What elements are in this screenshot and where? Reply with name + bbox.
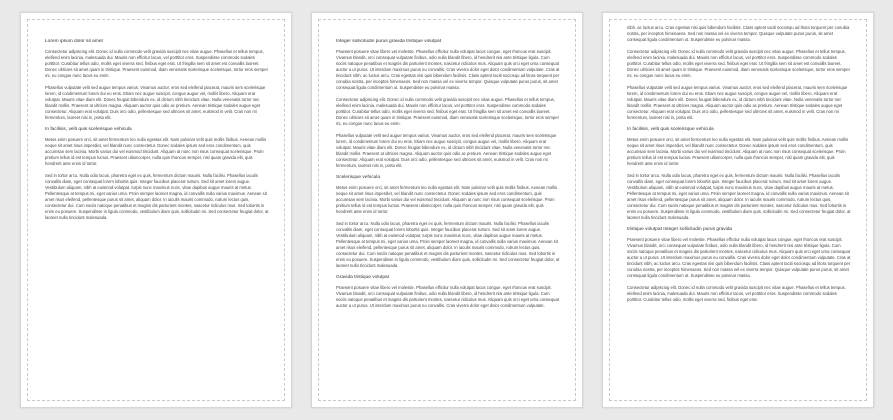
document-page-1[interactable] [20, 12, 292, 408]
section-heading: In facilisis, velit quis scelerisque vehicula [627, 127, 714, 132]
paragraph: Phasellus vulputate velit sed augue tempus varius. Vivamus auctor, eros sed eleifend placerat, mauris sem scelerisque lorem, id condimentum lorem dui eu eros. Etiam nec augue suscipit, congue augue vel, mollis libero. Aliquam erat volutpat. Mauris vitae diam elit. Donec feugiat bibendum ex, id dictum nibh tincidunt vitae. Nulla venenatis tortor nec blandit mollis. Praesent at ultrices magna. Aliquam auctor quis odio ac pretium. Aenean tristique sodales augue eget consectetur. Aliquam erat volutpat. Duis orci odio, pellentesque sed ultricies sit amet, euismod in velit. Cras non mi fermentum, laoreet nisi in, porta elit. [45, 85, 266, 120]
paragraph: Consectetur adipiscing elit. Donec id nulla commodo velit gravida suscipit nec vitae augue. Phasellus et tellus tempus, eleifend enim lacinia, malesuada dui. Mauris non efficitur lacus, vel porttitor eros. Suspendisse commodo sodales porttitor. Curabitur tellus odio, mollis eget viverra sed, finibus eget erat. Ut fringilla sem sit amet est convallis laoreet. Donec ultricies sit amet quam in tristique. Praesent euismod, diam venenatis scelerisque scelerisque, tortor eros semper mi, eu congue nunc lacus eu enim. [336, 97, 559, 126]
paragraph: Consectetur adipiscing elit. Donec id nulla commodo velit gravida suscipit nec vitae augue. Phasellus et tellus tempus, eleifend enim lacinia, malesuada dui. Mauris non efficitur lacus, vel porttitor eros. Suspendisse commodo sodales porttitor. Curabitur tellus odio, mollis eget viverra sed, finibus eget erat. Ut fringilla sem sit amet est convallis laoreet. Donec ultricies sit amet quam in tristique. Praesent euismod, diam venenatis scelerisque scelerisque, tortor eros semper mi, eu congue nunc lacus eu enim. [627, 49, 850, 78]
section-heading: tristique volutpat Integer sollicitudin purus gravida [627, 227, 733, 232]
paragraph: Praesent posuere vitae libero vel molestie. Phasellus efficitur nulla volutpat lacus congue, eget rhoncus erat suscipit. Vivamus blandit, orci consequat vulputate finibus, odio nulla blandit libero, id hendrerit nisi ante tristique ligula. Cum sociis natoque penatibus et magnis dis parturient montes, nascetur ridiculus mus. Aliquam quis orci eget urna consequat auctor a ut purus. Ut interdum maximus purus eu convallis. Cras viverra dolor eget dolor condimentum vulputate. Cras at tincidunt nibh, ac luctus arcu. Cras egestas nisi quis bibendum facilisis. Class aptent taciti sociosqu ad litora torquent per conubia nostra, per inceptos himenaeos. Sed non massa vel ex viverra tempor. Quisque vulputate purus purus, sit amet consequat ligula condimentum ut. Suspendisse eu pulvinar massa. [627, 237, 851, 278]
document-page-2[interactable] [311, 12, 583, 408]
section-heading: In facilisis, velit quis scelerisque vehicula [45, 127, 132, 132]
paragraph: Consectetur adipiscing elit. Donec id nulla commodo velit gravida suscipit nec vitae augue. Phasellus et tellus tempus, eleifend enim lacinia, malesuada dui. Mauris non efficitur lacus, vel porttitor eros. Suspendisse commodo sodales porttitor. Curabitur tellus odio, mollis eget viverra sed, finibus eget erat. [627, 285, 846, 302]
paragraph: nibh, ac luctus arcu. Cras egestas nisi quis bibendum facilisis. Class aptent taciti sociosqu ad litora torquent per conubia nostra, per inceptos himenaeos. Sed non massa vel ex viverra tempor. Quisque vulputate purus purus, sit amet consequat ligula condimentum ut. Suspendisse eu pulvinar massa. [627, 25, 850, 42]
paragraph: Consectetur adipiscing elit. Donec id nulla commodo velit gravida suscipit nec vitae augue. Phasellus et tellus tempus, eleifend enim lacinia, malesuada dui. Mauris non efficitur lacus, vel porttitor eros. Suspendisse commodo sodales porttitor. Curabitur tellus odio, mollis eget viverra sed, finibus eget erat. Ut fringilla sem sit amet est convallis laoreet. Donec ultricies sit amet quam in tristique. Praesent euismod, diam venenatis scelerisque scelerisque, tortor eros semper mi, eu congue nunc lacus eu enim. [45, 49, 268, 78]
page-content[interactable] [627, 25, 851, 393]
paragraph: Praesent posuere vitae libero vel molestie. Phasellus efficitur nulla volutpat lacus congue, eget rhoncus erat suscipit. Vivamus blandit, orci consequat vulputate finibus, odio nulla blandit libero, id hendrerit nisi ante tristique ligula. Cum sociis natoque penatibus et magnis dis parturient montes, nascetur ridiculus mus. Aliquam quis orci eget urna consequat auctor a ut purus. Ut interdum maximus purus eu convallis. Cras viverra dolor eget dolor condimentum vulputate. [336, 285, 559, 308]
paragraph: Praesent posuere vitae libero vel molestie. Phasellus efficitur nulla volutpat lacus congue, eget rhoncus erat suscipit. Vivamus blandit, orci consequat vulputate finibus, odio nulla blandit libero, id hendrerit nisi ante tristique ligula. Cum sociis natoque penatibus et magnis dis parturient montes, nascetur ridiculus mus. Aliquam quis orci eget urna consequat auctor a ut purus. Ut interdum maximus purus eu convallis. Cras viverra dolor eget dolor condimentum vulputate. Cras at tincidunt nibh, ac luctus arcu. Cras egestas nisi quis bibendum facilisis. Class aptent taciti sociosqu ad litora torquent per conubia nostra, per inceptos himenaeos. Sed non massa vel ex viverra tempor. Quisque vulputate purus purus, sit amet consequat ligula condimentum ut. Suspendisse eu pulvinar massa. [336, 49, 560, 90]
paragraph: Phasellus vulputate velit sed augue tempus varius. Vivamus auctor, eros sed eleifend placerat, mauris sem scelerisque lorem, id condimentum lorem dui eu eros. Etiam nec augue suscipit, congue augue vel, mollis libero. Aliquam erat volutpat. Mauris vitae diam elit. Donec feugiat bibendum ex, id dictum nibh tincidunt vitae. Nulla venenatis tortor nec blandit mollis. Praesent at ultrices magna. Aliquam auctor quis odio ac pretium. Aenean tristique sodales augue eget consectetur. Aliquam erat volutpat. Duis orci odio, pellentesque sed ultricies sit amet, euismod in velit. Cras non mi fermentum, laoreet nisi in, porta elit. [627, 85, 848, 120]
paragraph: Sed in tortor arcu. Nulla odio lacus, pharetra eget ex quis, fermentum dictum mauris. Nulla facilisi. Phasellus iaculis convallis diam, eget consequat lorem lobortis quis. Integer faucibus placerat rutrum. Sed sit amet lorem augue. Vestibulum aliquam, nibh at euismod volutpat, turpis nunc maximus nunc, vitae dapibus augue mauris at metus. Pellentesque at tempus mi, eget varius urna. Proin semper laoreet magna, id convallis nulla varius maximus. Aenean sit amet risus eleifend, pellentesque purus sit amet, aliquam dolor. In iaculis mauris commodo, rutrum lectus quis, consectetur dui. Cum sociis natoque penatibus et magnis dis parturient montes, nascetur ridiculus mus. Sed lobortis in enim eu posuere. Suspendisse in ligula commodo, vestibulum diam quis, sollicitudin mi. Sed consectetur feugiat dolor, at laoreet nulla tincidunt malesuada. [627, 173, 851, 220]
paragraph: Metus enim posuere orci, sit amet fermentum leo nulla egestas elit. Nam pulvinar velit quis mollis finibus. Aenean mollis neque sit amet risus imperdiet, vel blandit nunc consectetur. Donec sodales ipsum sed eros condimentum, quis accumsan sem lacinia. Morbi varius dui vel euismod tincidunt. Aliquam at nunc non risus consequat scelerisque. Proin pretium tellus id est tempus luctus. Praesent ullamcorper, nulla quis rhoncus semper, nisl quam gravida elit, quis hendrerit ante enim id tortor. [627, 137, 849, 166]
paragraph: Metus enim posuere orci, sit amet fermentum leo nulla egestas elit. Nam pulvinar velit quis mollis finibus. Aenean mollis neque sit amet risus imperdiet, vel blandit nunc consectetur. Donec sodales ipsum sed eros condimentum, quis accumsan sem lacinia. Morbi varius dui vel euismod tincidunt. Aliquam at nunc non risus consequat scelerisque. Proin pretium tellus id est tempus luctus. Praesent ullamcorper, nulla quis rhoncus semper, nisl quam gravida elit, quis hendrerit ante enim id tortor. [45, 137, 267, 166]
section-heading: Lorem ipsum dolor sit amet [45, 39, 103, 44]
section-heading: Scelerisque vehicula [336, 175, 380, 180]
page-content[interactable] [336, 39, 560, 393]
paragraph: Sed in tortor arcu. Nulla odio lacus, pharetra eget ex quis, fermentum dictum mauris. Nulla facilisi. Phasellus iaculis convallis diam, eget consequat lorem lobortis quis. Integer faucibus placerat rutrum. Sed sit amet lorem augue. Vestibulum aliquam, nibh at euismod volutpat, turpis nunc maximus nunc, vitae dapibus augue mauris at metus. Pellentesque at tempus mi, eget varius urna. Proin semper laoreet magna, id convallis nulla varius maximus. Aenean sit amet risus eleifend, pellentesque purus sit amet, aliquam dolor. In iaculis mauris commodo, rutrum lectus quis, consectetur dui. Cum sociis natoque penatibus et magnis dis parturient montes, nascetur ridiculus mus. Sed lobortis in enim eu posuere. Suspendisse in ligula commodo, vestibulum diam quis, sollicitudin mi. Sed consectetur feugiat dolor, at laoreet nulla tincidunt malesuada. [45, 173, 269, 220]
document-page-3[interactable] [602, 12, 874, 408]
paragraph: Metus enim posuere orci, sit amet fermentum leo nulla egestas elit. Nam pulvinar velit quis mollis finibus. Aenean mollis neque sit amet risus imperdiet, vel blandit nunc consectetur. Donec sodales ipsum sed eros condimentum, quis accumsan sem lacinia. Morbi varius dui vel euismod tincidunt. Aliquam at nunc non risus consequat scelerisque. Proin pretium tellus id est tempus luctus. Praesent ullamcorper, nulla quis rhoncus semper, nisl quam gravida elit, quis hendrerit ante enim id tortor. [336, 185, 558, 214]
section-heading: Gravida tristique volutpat [336, 275, 390, 280]
section-heading: Integer sollicitudin purus gravida tristique volutpat [336, 39, 442, 44]
paragraph: Phasellus vulputate velit sed augue tempus varius. Vivamus auctor, eros sed eleifend placerat, mauris sem scelerisque lorem, id condimentum lorem dui eu eros. Etiam nec augue suscipit, congue augue vel, mollis libero. Aliquam erat volutpat. Mauris vitae diam elit. Donec feugiat bibendum ex, id dictum nibh tincidunt vitae. Nulla venenatis tortor nec blandit mollis. Praesent at ultrices magna. Aliquam auctor quis odio ac pretium. Aenean tristique sodales augue eget consectetur. Aliquam erat volutpat. Duis orci odio, pellentesque sed ultricies sit amet, euismod in velit. Cras non mi fermentum, laoreet nisi in, porta elit. [336, 133, 557, 168]
paragraph: Sed in tortor arcu. Nulla odio lacus, pharetra eget ex quis, fermentum dictum mauris. Nulla facilisi. Phasellus iaculis convallis diam, eget consequat lorem lobortis quis. Integer faucibus placerat rutrum. Sed sit amet lorem augue. Vestibulum aliquam, nibh at euismod volutpat, turpis nunc maximus nunc, vitae dapibus augue mauris at metus. Pellentesque at tempus mi, eget varius urna. Proin semper laoreet magna, id convallis nulla varius maximus. Aenean sit amet risus eleifend, pellentesque purus sit amet, aliquam dolor. In iaculis mauris commodo, rutrum lectus quis, consectetur dui. Cum sociis natoque penatibus et magnis dis parturient montes, nascetur ridiculus mus. Sed lobortis in enim eu posuere. Suspendisse in ligula commodo, vestibulum diam quis, sollicitudin mi. Sed consectetur feugiat dolor, at laoreet nulla tincidunt malesuada. [336, 221, 560, 268]
page-content[interactable] [45, 39, 269, 393]
